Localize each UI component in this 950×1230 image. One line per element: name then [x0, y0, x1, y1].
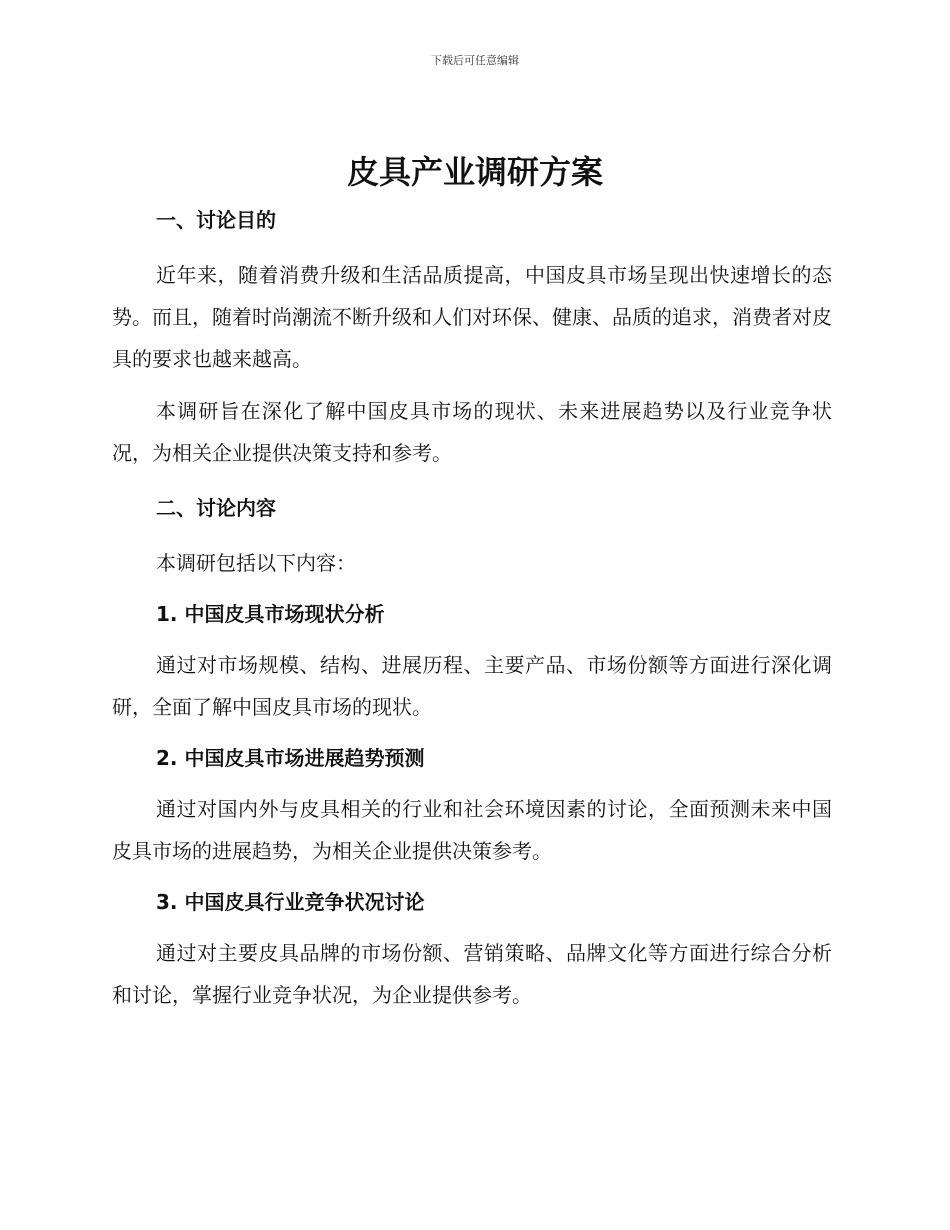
- section-1-paragraph: 近年来，随着消费升级和生活品质提高，中国皮具市场呈现出快速增长的态势。而且，随着时尚潮流不断升级和人们对环保、健康、品质的追求，消费者对皮具的要求也越来越高。: [112, 263, 832, 371]
- section-2-heading: 二、讨论内容: [156, 496, 276, 520]
- subsection-heading: 2. 中国皮具市场进展趋势预测: [156, 746, 425, 770]
- section-2-intro: 本调研包括以下内容：: [156, 551, 356, 575]
- subsection-paragraph: 通过对国内外与皮具相关的行业和社会环境因素的讨论，全面预测未来中国皮具市场的进展趋势，为相关企业提供决策参考。: [112, 797, 832, 863]
- section-1-heading: 一、讨论目的: [156, 208, 276, 232]
- subsection-heading: 3. 中国皮具行业竞争状况讨论: [156, 890, 425, 914]
- subsection-paragraph: 通过对市场规模、结构、进展历程、主要产品、市场份额等方面进行深化调研，全面了解中国皮具市场的现状。: [112, 653, 832, 719]
- document-body: [112, 200, 832, 1016]
- section-1-paragraph: 本调研旨在深化了解中国皮具市场的现状、未来进展趋势以及行业竞争状况，为相关企业提供决策支持和参考。: [112, 399, 832, 465]
- subsection-paragraph: 通过对主要皮具品牌的市场份额、营销策略、品牌文化等方面进行综合分析和讨论，掌握行业竞争状况，为企业提供参考。: [112, 941, 832, 1007]
- subsection-heading: 1. 中国皮具市场现状分析: [156, 602, 385, 626]
- page-header-note: 下载后可任意编辑: [431, 54, 519, 67]
- document-title: 皮具产业调研方案: [346, 153, 603, 191]
